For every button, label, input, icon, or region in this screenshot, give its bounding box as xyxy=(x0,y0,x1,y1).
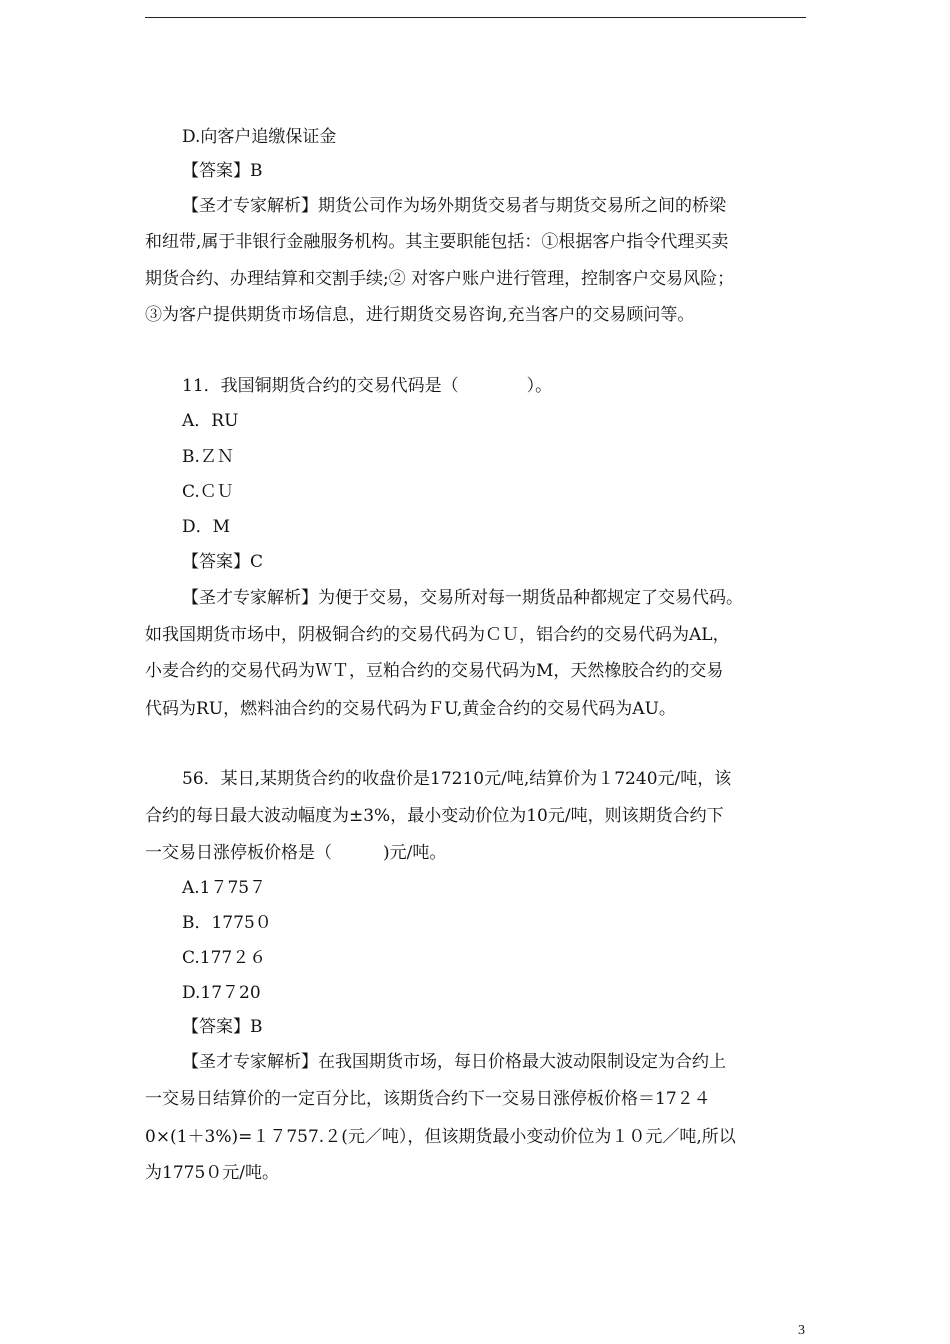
q56-analysis-line-2: 一交易日结算价的一定百分比，该期货合约下一交易日涨停板价格＝17２４ xyxy=(145,1089,711,1109)
q10-answer: 【答案】B xyxy=(182,161,263,181)
q11-analysis-line-1: 【圣才专家解析】为便于交易，交易所对每一期货品种都规定了交易代码。 xyxy=(182,588,743,608)
q56-question-line-2: 合约的每日最大波动幅度为±3%，最小变动价位为10元/吨，则该期货合约下 xyxy=(145,806,724,826)
q11-option-a: A．RU xyxy=(182,411,239,431)
q11-answer: 【答案】C xyxy=(182,552,264,572)
q11-analysis-line-3: 小麦合约的交易代码为ＷＴ，豆粕合约的交易代码为M，天然橡胶合约的交易 xyxy=(145,661,724,681)
q10-option-d: D.向客户追缴保证金 xyxy=(182,127,337,147)
q10-analysis-line-2: 和纽带,属于非银行金融服务机构。其主要职能包括：①根据客户指令代理买卖 xyxy=(145,232,729,252)
q10-analysis-line-1: 【圣才专家解析】期货公司作为场外期货交易者与期货交易所之间的桥梁 xyxy=(182,196,726,216)
q10-analysis-line-3: 期货合约、办理结算和交割手续;② 对客户账户进行管理，控制客户交易风险； xyxy=(145,269,735,289)
q56-question-line-3: 一交易日涨停板价格是（ )元/吨。 xyxy=(145,843,447,863)
header-rule xyxy=(145,17,806,18)
q11-analysis-line-2: 如我国期货市场中，阴极铜合约的交易代码为ＣＵ，铝合约的交易代码为AL， xyxy=(145,625,730,645)
q56-answer: 【答案】B xyxy=(182,1017,263,1037)
q11-option-c: C.ＣＵ xyxy=(182,482,234,502)
q56-analysis-line-4: 为1775０元/吨。 xyxy=(145,1163,279,1183)
q11-analysis-line-4: 代码为RU，燃料油合约的交易代码为ＦU,黄金合约的交易代码为AU。 xyxy=(145,699,676,719)
q11-option-b: B.ＺＮ xyxy=(182,447,234,467)
q56-option-c: C.177２６ xyxy=(182,948,267,968)
q56-option-a: A.1７75７ xyxy=(182,878,267,898)
q56-option-d: D.17７20 xyxy=(182,983,261,1003)
q10-analysis-line-4: ③为客户提供期货市场信息，进行期货交易咨询,充当客户的交易顾问等。 xyxy=(145,305,695,325)
page-number: 3 xyxy=(798,1323,805,1338)
q56-question-line-1: 56．某日,某期货合约的收盘价是17210元/吨,结算价为１7240元/吨，该 xyxy=(182,769,732,789)
q56-analysis-line-1: 【圣才专家解析】在我国期货市场，每日价格最大波动限制设定为合约上 xyxy=(182,1052,726,1072)
q56-analysis-line-3: 0×(1＋3%)=１７757.２(元／吨），但该期货最小变动价位为１０元／吨,所以 xyxy=(145,1127,736,1147)
q11-question: 11．我国铜期货合约的交易代码是（ ）。 xyxy=(182,376,553,396)
q56-option-b: B．1775０ xyxy=(182,913,272,933)
q11-option-d: D．M xyxy=(182,517,231,537)
